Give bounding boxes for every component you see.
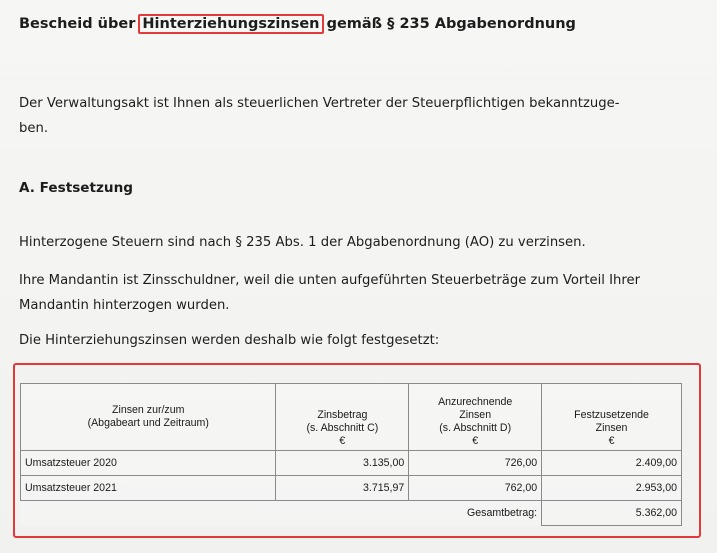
total-value: 5.362,00 [542, 501, 682, 526]
header-festzusetzende-zinsen [542, 384, 682, 451]
interest-table [20, 383, 682, 526]
total-spacer [21, 501, 276, 526]
row-label: Umsatzsteuer 2020 [21, 451, 276, 476]
header-col2-currency: € [339, 435, 346, 447]
header-col3-line3: (s. Abschnitt D) [439, 422, 512, 434]
table-header-row [21, 384, 682, 451]
row-anzurechnend: 726,00 [409, 451, 542, 476]
row-festzusetzen: 2.409,00 [542, 451, 682, 476]
section-heading: A. Festsetzung [19, 180, 134, 196]
table-row [21, 476, 682, 501]
paragraph-2-line-2: Mandantin hinterzogen wurden. [19, 298, 230, 313]
total-spacer [276, 501, 409, 526]
header-col3-currency: € [472, 435, 479, 447]
header-zinsbetrag [276, 384, 409, 451]
header-col1-line2: (Abgabeart und Zeitraum) [87, 417, 209, 429]
header-col2-line1: Zinsbetrag [317, 409, 368, 421]
intro-paragraph [19, 91, 619, 141]
title-highlight: Hinterziehungszinsen [138, 14, 323, 34]
row-zinsbetrag: 3.135,00 [276, 451, 409, 476]
paragraph-2-line-1: Ihre Mandantin ist Zinsschuldner, weil die unten aufgeführten Steuerbeträge zum Vorteil Ihrer [19, 273, 641, 288]
table-total-row [21, 501, 682, 526]
row-festzusetzen: 2.953,00 [542, 476, 682, 501]
row-label: Umsatzsteuer 2021 [21, 476, 276, 501]
title-suffix: gemäß § 235 Abgabenordnung [326, 16, 576, 32]
paragraph-3: Die Hinterziehungszinsen werden deshalb wie folgt festgesetzt: [19, 333, 440, 348]
total-label: Gesamtbetrag: [409, 501, 542, 526]
document-title [19, 14, 576, 34]
intro-line-2: ben. [19, 121, 49, 136]
header-col2-line2: (s. Abschnitt C) [306, 422, 379, 434]
header-col3-line2: Zinsen [459, 409, 492, 421]
intro-line-1: Der Verwaltungsakt ist Ihnen als steuerlichen Vertreter der Steuerpflichtigen bekanntzuge- [19, 96, 620, 111]
title-prefix: Bescheid über [19, 16, 136, 32]
header-anzurechnende-zinsen [409, 384, 542, 451]
header-col4-line1: Festzusetzende [574, 409, 649, 421]
header-col3-line1: Anzurechnende [438, 396, 513, 408]
header-zinsen-zeitraum [21, 384, 276, 451]
header-col4-line2: Zinsen [595, 422, 628, 434]
header-col1-line1: Zinsen zur/zum [112, 404, 185, 416]
table-row [21, 451, 682, 476]
paragraph-1: Hinterzogene Steuern sind nach § 235 Abs. 1 der Abgabenordnung (AO) zu verzinsen. [19, 235, 586, 250]
row-anzurechnend: 762,00 [409, 476, 542, 501]
row-zinsbetrag: 3.715,97 [276, 476, 409, 501]
header-col4-currency: € [608, 435, 615, 447]
paragraph-2 [19, 268, 640, 318]
